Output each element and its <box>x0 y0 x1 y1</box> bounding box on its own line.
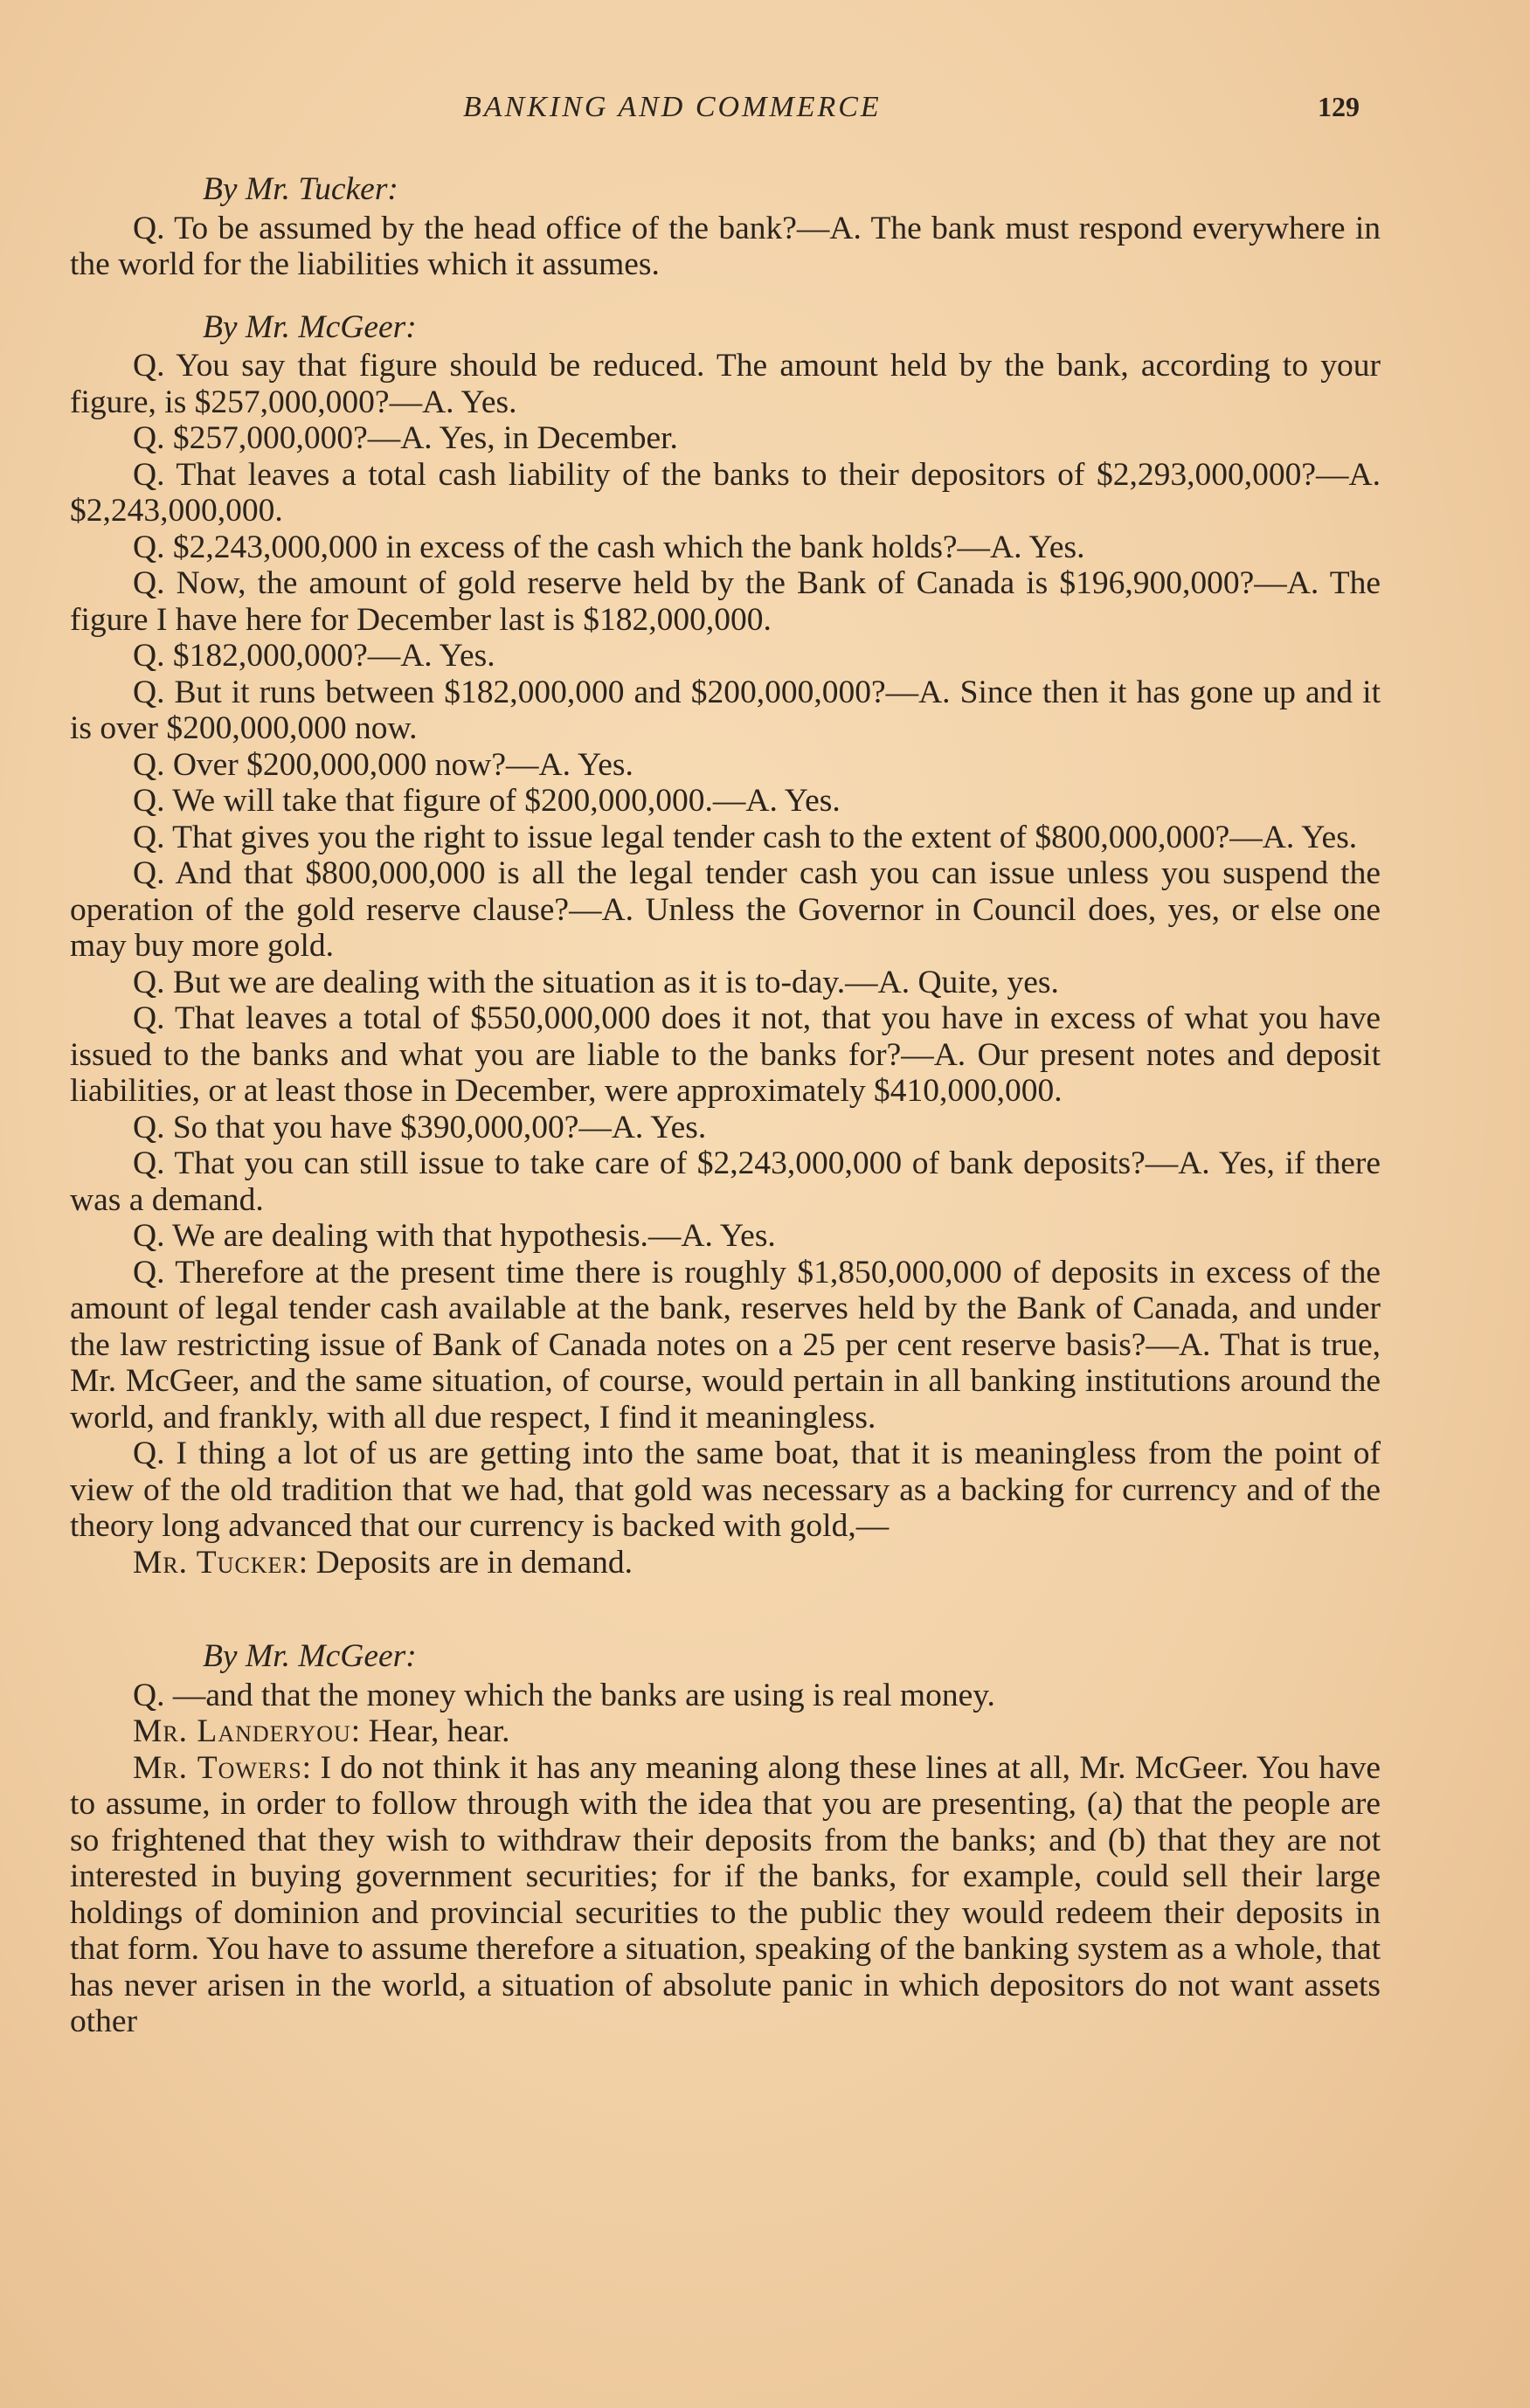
speaker-heading: By Mr. Tucker: <box>203 171 398 207</box>
body-text <box>70 171 1381 2040</box>
speech-text: : Hear, hear. <box>350 1713 510 1749</box>
speaker-name: Mr. Tucker <box>133 1544 299 1581</box>
speech-paragraph <box>70 1713 1381 1750</box>
paragraph: Q. But we are dealing with the situation as it is to-day.—A. Quite, yes. <box>133 964 1059 1000</box>
paragraph: Q. That leaves a total of $550,000,000 does it not, that you have in excess of what you have issued to the banks and what you are liable to the banks for?—A. Our present notes and deposit liabilities, or at least those in December, were approximately $410,000,000. <box>70 1000 1381 1109</box>
paragraph: Q. —and that the money which the banks are using is real money. <box>133 1677 995 1713</box>
paragraph: Q. $257,000,000?—A. Yes, in December. <box>133 420 678 456</box>
speaker-heading: By Mr. McGeer: <box>203 308 417 345</box>
paragraph: Q. $182,000,000?—A. Yes. <box>133 638 495 674</box>
paragraph: Q. So that you have $390,000,00?—A. Yes. <box>133 1109 707 1145</box>
speaker-heading: By Mr. McGeer: <box>203 1638 417 1674</box>
paragraph: Q. Therefore at the present time there is roughly $1,850,000,000 of deposits in excess of the amount of legal tender cash available at the bank, reserves held by the Bank of Canada, and under the law restricting issue of Bank of Canada notes on a 25 per cent reserve basis?—A. That is true, Mr. McGeer, and the same situation, of course, would pertain in all banking institutions around the world, and frankly, with all due respect, I find it meaningless. <box>70 1254 1381 1436</box>
paragraph: Q. And that $800,000,000 is all the legal tender cash you can issue unless you suspend the operation of the gold reserve clause?—A. Unless the Governor in Council does, yes, or else one may buy more gold. <box>70 855 1381 964</box>
speech-paragraph <box>70 1545 1381 1581</box>
paragraph: Q. That leaves a total cash liability of the banks to their depositors of $2,293,000,000?—A. $2,243,000,000. <box>70 456 1381 529</box>
paragraph: Q. $2,243,000,000 in excess of the cash which the bank holds?—A. Yes. <box>133 529 1085 565</box>
paragraph: Q. We are dealing with that hypothesis.—A. Yes. <box>133 1218 776 1254</box>
running-head <box>0 91 1530 135</box>
speaker-name: Mr. Landeryou <box>133 1713 351 1749</box>
paragraph: Q. That gives you the right to issue legal tender cash to the extent of $800,000,000?—A. Yes. <box>133 819 1358 855</box>
paragraph: Q. You say that figure should be reduced. The amount held by the bank, according to your figure, is $257,000,000?—A. Yes. <box>70 348 1381 420</box>
paragraph: Q. I thing a lot of us are getting into the same boat, that it is meaningless from the point of view of the old tradition that we had, that gold was necessary as a backing for currency and of the theory long advanced that our currency is backed with gold,— <box>70 1436 1381 1544</box>
speech-text: : I do not think it has any meaning along these lines at all, Mr. McGeer. You have to assume, in order to follow through with the idea that you are presenting, (a) that the people are so frightened that they wish to withdraw their deposits from the banks; and (b) that they are not interested in buying government securities; for if the banks, for example, could sell their large holdings of dominion and provincial securities to the public they would redeem their deposits in that form. You have to assume therefore a situation, speaking of the banking system as a whole, that has never arisen in the world, a situation of absolute panic in which depositors do not want assets other <box>70 1749 1381 2039</box>
running-title: BANKING AND COMMERCE <box>463 91 882 123</box>
paragraph: Q. That you can still issue to take care of $2,243,000,000 of bank deposits?—A. Yes, if there was a demand. <box>70 1145 1381 1218</box>
page-number: 129 <box>1318 91 1360 122</box>
paragraph: Q. Now, the amount of gold reserve held by the Bank of Canada is $196,900,000?—A. The figure I have here for December last is $182,000,000. <box>70 565 1381 638</box>
paragraph: Q. We will take that figure of $200,000,000.—A. Yes. <box>133 783 841 819</box>
paragraph: Q. To be assumed by the head office of the bank?—A. The bank must respond everywhere in the world for the liabilities which it assumes. <box>70 210 1381 282</box>
speech-text: : Deposits are in demand. <box>298 1544 633 1581</box>
paragraph: Q. But it runs between $182,000,000 and $200,000,000?—A. Since then it has gone up and it is over $200,000,000 now. <box>70 674 1381 746</box>
speaker-name: Mr. Towers <box>133 1749 302 1786</box>
speech-paragraph <box>70 1750 1381 2040</box>
paragraph: Q. Over $200,000,000 now?—A. Yes. <box>133 746 633 783</box>
